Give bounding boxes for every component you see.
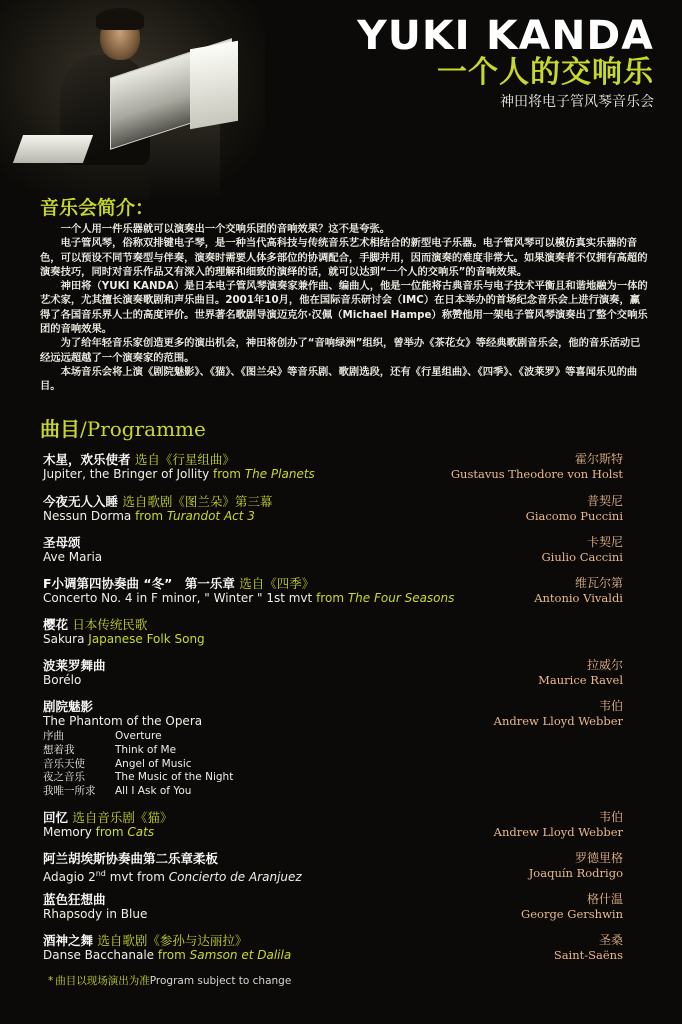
piece-name-cn: 回忆 bbox=[43, 810, 69, 825]
piece-mvt-from: mvt from bbox=[105, 870, 169, 884]
piece-name-cn: 木星，欢乐使者 bbox=[43, 452, 131, 467]
composer bbox=[451, 452, 623, 482]
programme-item-rhapsody bbox=[43, 892, 623, 922]
subitem-en: Think of Me bbox=[115, 743, 177, 756]
intro-paragraph: 为了给年轻音乐家创造更多的演出机会，神田将创办了“音响绿洲”组织，曾举办《茶花女》等经典歌剧音乐会，他的音乐活动已经远远超越了一个演奏家的范围。 bbox=[40, 337, 641, 364]
piece-name-en: Ave Maria bbox=[43, 550, 103, 564]
composer bbox=[538, 658, 623, 688]
piece-name-en: Rhapsody in Blue bbox=[43, 907, 148, 921]
title-english: YUKI KANDA bbox=[357, 13, 654, 59]
programme-item-phantom bbox=[43, 699, 623, 799]
programme-item-bolero bbox=[43, 658, 623, 688]
piece-from: from bbox=[157, 948, 186, 962]
piece-name-cn: 樱花 bbox=[43, 617, 69, 632]
subitem-cn: 我唯一所求 bbox=[43, 785, 96, 798]
ordinal-suffix: nd bbox=[95, 869, 106, 878]
subitem-cn: 夜之音乐 bbox=[43, 771, 85, 784]
piece-name-cn: F小调第四协奏曲 “冬” 第一乐章 bbox=[43, 576, 235, 591]
subitem-en: Angel of Music bbox=[115, 757, 192, 770]
composer-cn: 霍尔斯特 bbox=[574, 452, 623, 466]
piece-source-cn: 选自《四季》 bbox=[239, 576, 315, 591]
piece-source-en: The Four Seasons bbox=[347, 591, 455, 605]
piece-from: from bbox=[213, 467, 241, 481]
piece-name-cn: 蓝色狂想曲 bbox=[43, 892, 106, 907]
piece-title-en bbox=[43, 948, 623, 963]
piece-name-cn: 剧院魅影 bbox=[43, 699, 94, 714]
intro-text bbox=[40, 222, 650, 394]
subitem-cn: 想着我 bbox=[43, 743, 75, 756]
piece-source-cn: 选自《行星组曲》 bbox=[134, 452, 235, 467]
title-chinese: 一个人的交响乐 bbox=[437, 55, 654, 90]
programme-heading bbox=[40, 416, 206, 442]
piece-name-en: Concerto No. 4 in F minor, " Winter " 1st mvt bbox=[43, 591, 313, 605]
piece-from: from bbox=[316, 591, 345, 605]
piece-title-cn bbox=[43, 933, 623, 948]
composer-cn: 圣桑 bbox=[598, 933, 623, 947]
piece-name-en: Sakura bbox=[43, 632, 85, 646]
composer-cn: 拉威尔 bbox=[586, 658, 623, 672]
composer-en: Giulio Caccini bbox=[541, 550, 623, 564]
programme-heading-cn: 曲目 bbox=[40, 417, 80, 441]
composer bbox=[494, 810, 623, 840]
programme-item-sakura bbox=[43, 617, 623, 647]
intro-paragraph: 一个人用一件乐器就可以演奏出一个交响乐团的音响效果？这不是夸张。 bbox=[60, 223, 391, 235]
piece-source-cn: 日本传统民歌 bbox=[72, 617, 148, 632]
piece-source-en: Cats bbox=[127, 825, 155, 839]
piece-title-cn bbox=[43, 658, 623, 673]
composer-en: George Gershwin bbox=[521, 907, 623, 921]
composer bbox=[554, 933, 623, 963]
piece-name-cn: 波莱罗舞曲 bbox=[43, 658, 106, 673]
piece-source-en: Japanese Folk Song bbox=[88, 632, 205, 646]
piece-name-en: The Phantom of the Opera bbox=[43, 714, 203, 728]
programme-item-aranjuez bbox=[43, 851, 623, 885]
composer-en: Antonio Vivaldi bbox=[534, 591, 623, 605]
asterisk: * bbox=[48, 975, 54, 987]
subitem-en: All I Ask of You bbox=[115, 785, 192, 798]
organ-bench bbox=[13, 135, 93, 163]
programme-item-nessun-dorma bbox=[43, 494, 623, 524]
composer-en: Andrew Lloyd Webber bbox=[493, 714, 623, 728]
phantom-medley-list bbox=[43, 730, 623, 799]
list-item bbox=[43, 758, 623, 772]
piece-name-en: Jupiter, the Bringer of Jollity bbox=[43, 467, 210, 481]
footnote-en: Program subject to change bbox=[149, 975, 292, 987]
composer-en: Joaquín Rodrigo bbox=[528, 866, 623, 880]
performer-photo bbox=[0, 0, 265, 200]
piece-name-en: Memory bbox=[43, 825, 92, 839]
piece-name-cn: 阿兰胡埃斯协奏曲第二乐章柔板 bbox=[43, 851, 219, 866]
composer-cn: 卡契尼 bbox=[586, 535, 623, 549]
subitem-en: Overture bbox=[115, 730, 162, 742]
list-item bbox=[43, 785, 623, 799]
subitem-cn: 音乐天使 bbox=[43, 757, 85, 770]
programme-item-bacchanale bbox=[43, 933, 623, 963]
piece-name-en: Adagio 2 bbox=[43, 870, 96, 884]
piece-name-en: Borélo bbox=[43, 673, 82, 687]
programme-heading-en: /Programme bbox=[80, 417, 206, 441]
piece-name-en: Nessun Dorma bbox=[43, 509, 132, 523]
programme-item-ave-maria bbox=[43, 535, 623, 565]
composer-cn: 维瓦尔第 bbox=[574, 576, 623, 590]
programme-item-winter bbox=[43, 576, 623, 606]
piece-source-cn: 选自歌剧《图兰朵》第三幕 bbox=[122, 494, 273, 509]
programme-item-memory bbox=[43, 810, 623, 840]
piece-title-cn bbox=[43, 535, 623, 550]
piece-name-cn: 圣母颂 bbox=[43, 535, 81, 550]
list-item bbox=[43, 771, 623, 785]
composer bbox=[494, 699, 623, 729]
subitem-cn: 序曲 bbox=[43, 730, 64, 742]
list-item bbox=[43, 744, 623, 758]
piece-source-en: Turandot Act 3 bbox=[166, 509, 255, 523]
composer bbox=[521, 892, 623, 922]
piece-source-cn: 选自音乐剧《猫》 bbox=[72, 810, 173, 825]
piece-source-en: Samson et Dalila bbox=[189, 948, 292, 962]
footnote-cn: 曲目以现场演出为准 bbox=[55, 975, 150, 987]
piece-from: from bbox=[135, 509, 164, 523]
programme-item-jupiter bbox=[43, 452, 623, 482]
piece-source-en: Concierto de Aranjuez bbox=[168, 870, 302, 884]
subtitle-chinese: 神田将电子管风琴音乐会 bbox=[500, 94, 654, 110]
composer bbox=[534, 576, 623, 606]
piece-source-cn: 选自歌剧《参孙与达丽拉》 bbox=[97, 933, 248, 948]
composer-en: Andrew Lloyd Webber bbox=[493, 825, 623, 839]
piece-name-cn: 今夜无人入睡 bbox=[43, 494, 119, 509]
composer bbox=[526, 494, 623, 524]
performer-hair bbox=[96, 8, 144, 30]
piece-title-en bbox=[43, 550, 623, 565]
composer-en: Gustavus Theodore von Holst bbox=[450, 467, 623, 481]
composer-cn: 韦伯 bbox=[598, 699, 623, 713]
piece-title-cn bbox=[43, 617, 623, 632]
intro-paragraph: 本场音乐会将上演《剧院魅影》、《猫》、《图兰朵》等音乐剧、歌剧选段，还有《行星组曲》、《四季》、《波莱罗》等喜闻乐见的曲目。 bbox=[40, 365, 638, 393]
composer-en: Saint-Saëns bbox=[553, 948, 623, 962]
composer-cn: 普契尼 bbox=[586, 494, 623, 508]
piece-name-cn: 酒神之舞 bbox=[43, 933, 94, 948]
composer-cn: 格什温 bbox=[586, 892, 623, 906]
composer-en: Maurice Ravel bbox=[538, 673, 623, 687]
piece-from: from bbox=[95, 825, 124, 839]
composer bbox=[541, 535, 623, 565]
piece-title-en bbox=[43, 673, 623, 688]
composer-en: Giacomo Puccini bbox=[525, 509, 623, 523]
subitem-en: The Music of the Night bbox=[115, 771, 234, 784]
organ-panel bbox=[190, 41, 238, 129]
piece-title-en bbox=[43, 632, 623, 647]
intro-heading: 音乐会简介： bbox=[40, 197, 155, 219]
composer-cn: 罗德里格 bbox=[574, 851, 623, 865]
piece-source-en: The Planets bbox=[244, 467, 315, 481]
list-item bbox=[43, 730, 623, 744]
piece-name-en: Danse Bacchanale bbox=[43, 948, 155, 962]
intro-paragraph: 神田将（YUKI KANDA）是日本电子管风琴演奏家兼作曲、编曲人，他是一位能将古典音乐与电子技术平衡且和谐地融为一体的艺术家，尤其擅长演奏歌剧和声乐曲目。2001年10月，他在国际音乐研讨会（IMC）在日本举办的首场纪念音乐会上进行演奏，赢得了各国音乐界人士的高度评价。世界著名歌剧导演迈克尔·汉佩（Michael Hampe）称赞他用一架电子管风琴演奏出了整个交响乐团的音响效果。 bbox=[40, 280, 648, 336]
composer-cn: 韦伯 bbox=[598, 810, 623, 824]
intro-paragraph: 电子管风琴，俗称双排键电子琴，是一种当代高科技与传统音乐艺术相结合的新型电子乐器。电子管风琴可以模仿真实乐器的音色，可以预设不同节奏型与伴奏，演奏时需要人体多部位的协调配合，手脚并用，因而演奏的难度非常大。如果演奏者不仅拥有高超的演奏技巧，同时对音乐作品又有深入的理解和细致的演绎的话，就可以达到“一个人的交响乐”的音响效果。 bbox=[40, 237, 648, 278]
composer bbox=[529, 851, 623, 881]
programme-footnote bbox=[48, 974, 291, 988]
